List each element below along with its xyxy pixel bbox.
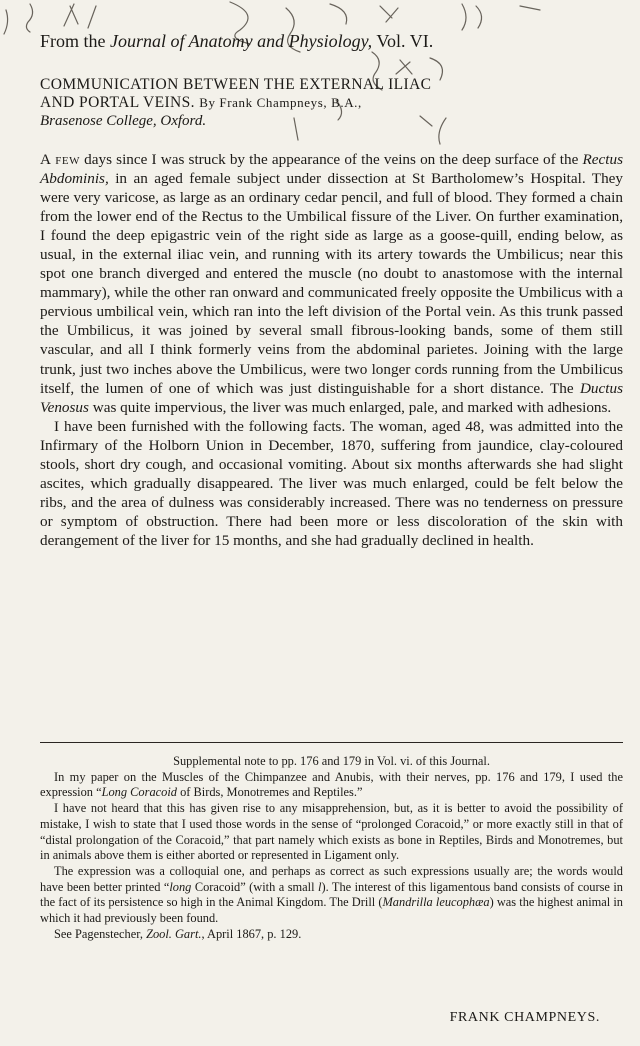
section-divider: [40, 742, 623, 743]
note-title: Supplemental note to pp. 176 and 179 in Vol. vi. of this Journal.: [173, 754, 490, 768]
signature: FRANK CHAMPNEYS.: [449, 1010, 600, 1025]
title-line-1: COMMUNICATION BETWEEN THE EXTERNAL ILIAC: [40, 76, 432, 93]
vessel-name: Ductus Venosus: [40, 379, 623, 416]
header-prefix: From the: [40, 31, 106, 51]
journal-header: [40, 30, 620, 52]
note-paragraph-2: I have not heard that this has given rise to any misapprehension, but, as it is better to avoid the possibility of mistake, I wish to state that I used those words in the sense of “prolonged Coracoid,” or more exactly still in that of “distal prolongation of the Coracoid,” that part namely which exists as bone in Reptiles, Birds and Monotremes, but in animals above them is either aborted or represented in Ligament only.: [40, 801, 623, 863]
note-paragraph-3: The expression was a colloquial one, and perhaps as correct as such expressions usually are; the words would have been better printed “long Coracoid” (with a small l). The interest of this ligamentous band consists of course in the fact of its persistence so high in the Animal Kingdom. The Drill (Mandrilla leucophæa) was the highest animal in which it had previously been found.: [40, 863, 623, 926]
title-line-2-main: AND PORTAL VEINS.: [40, 94, 195, 111]
author-college: Brasenose College, Oxford.: [40, 113, 207, 129]
supplemental-note: [40, 754, 623, 942]
volume-label: Vol. VI.: [376, 31, 434, 51]
title-line-2: [40, 94, 620, 112]
article-title-block: [40, 76, 620, 130]
muscle-name: Rectus Abdominis,: [40, 151, 623, 188]
lead-words: A few: [40, 151, 81, 168]
article-body: [40, 150, 623, 550]
note-paragraph-1: In my paper on the Muscles of the Chimpanzee and Anubis, with their nerves, pp. 176 and 179, I used the expression “Long Coracoid of Birds, Monotremes and Reptiles.”: [40, 769, 623, 800]
author-byline: By Frank Champneys, B.A.,: [199, 95, 362, 110]
body-paragraph-2: I have been furnished with the following facts. The woman, aged 48, was admitted into the Infirmary of the Holborn Union in December, 1870, suffering from jaundice, clay-coloured stools, short dry cough, and occasional vomiting. About six months afterwards she had slight ascites, which gradually disappeared. The liver was much enlarged, could be felt below the ribs, and the area of dulness was considerably increased. There was no tenderness on pressure or symptom of obstruction. There had been more or less discoloration of the skin with derangement of the liver for 15 months, and she had gradually declined in health.: [40, 417, 623, 549]
note-paragraph-4: See Pagenstecher, Zool. Gart., April 1867, p. 129.: [54, 926, 302, 941]
journal-name: Journal of Anatomy and Physiology,: [110, 31, 373, 51]
body-paragraph-1: A few days since I was struck by the appearance of the veins on the deep surface of the Rectus Abdominis, in an aged female subject under dissection at St Bartholomew’s Hospital. They were very varicose, as large as an ordinary cedar pencil, and full of blood. They formed a chain from the lower end of the Rectus to the Umbilical fissure of the Liver. On further examination, I found the deep epigastric vein of the right side as large as a goose-quill, ending below, as usual, in the external iliac vein, and running with its artery towards the Umbilicus; near this spot one branch diverged and entered the muscle (no doubt to anastomose with the internal mammary), while the other ran onward and communicated freely opposite the Umbilicus with a pervious umbilical vein, which ran into the left division of the Portal vein. As this trunk passed the Umbilicus, it was joined by several small fibrous-looking bands, some of them still vascular, and all I think formerly veins from the abdominal parietes. Joining with the large trunk, just two inches above the Umbilicus, were two longer cords running from the Umbilicus itself, the lumen of one of which was just distinguishable for a short distance. The Ductus Venosus was quite impervious, the liver was much enlarged, pale, and marked with adhesions.: [40, 151, 623, 416]
